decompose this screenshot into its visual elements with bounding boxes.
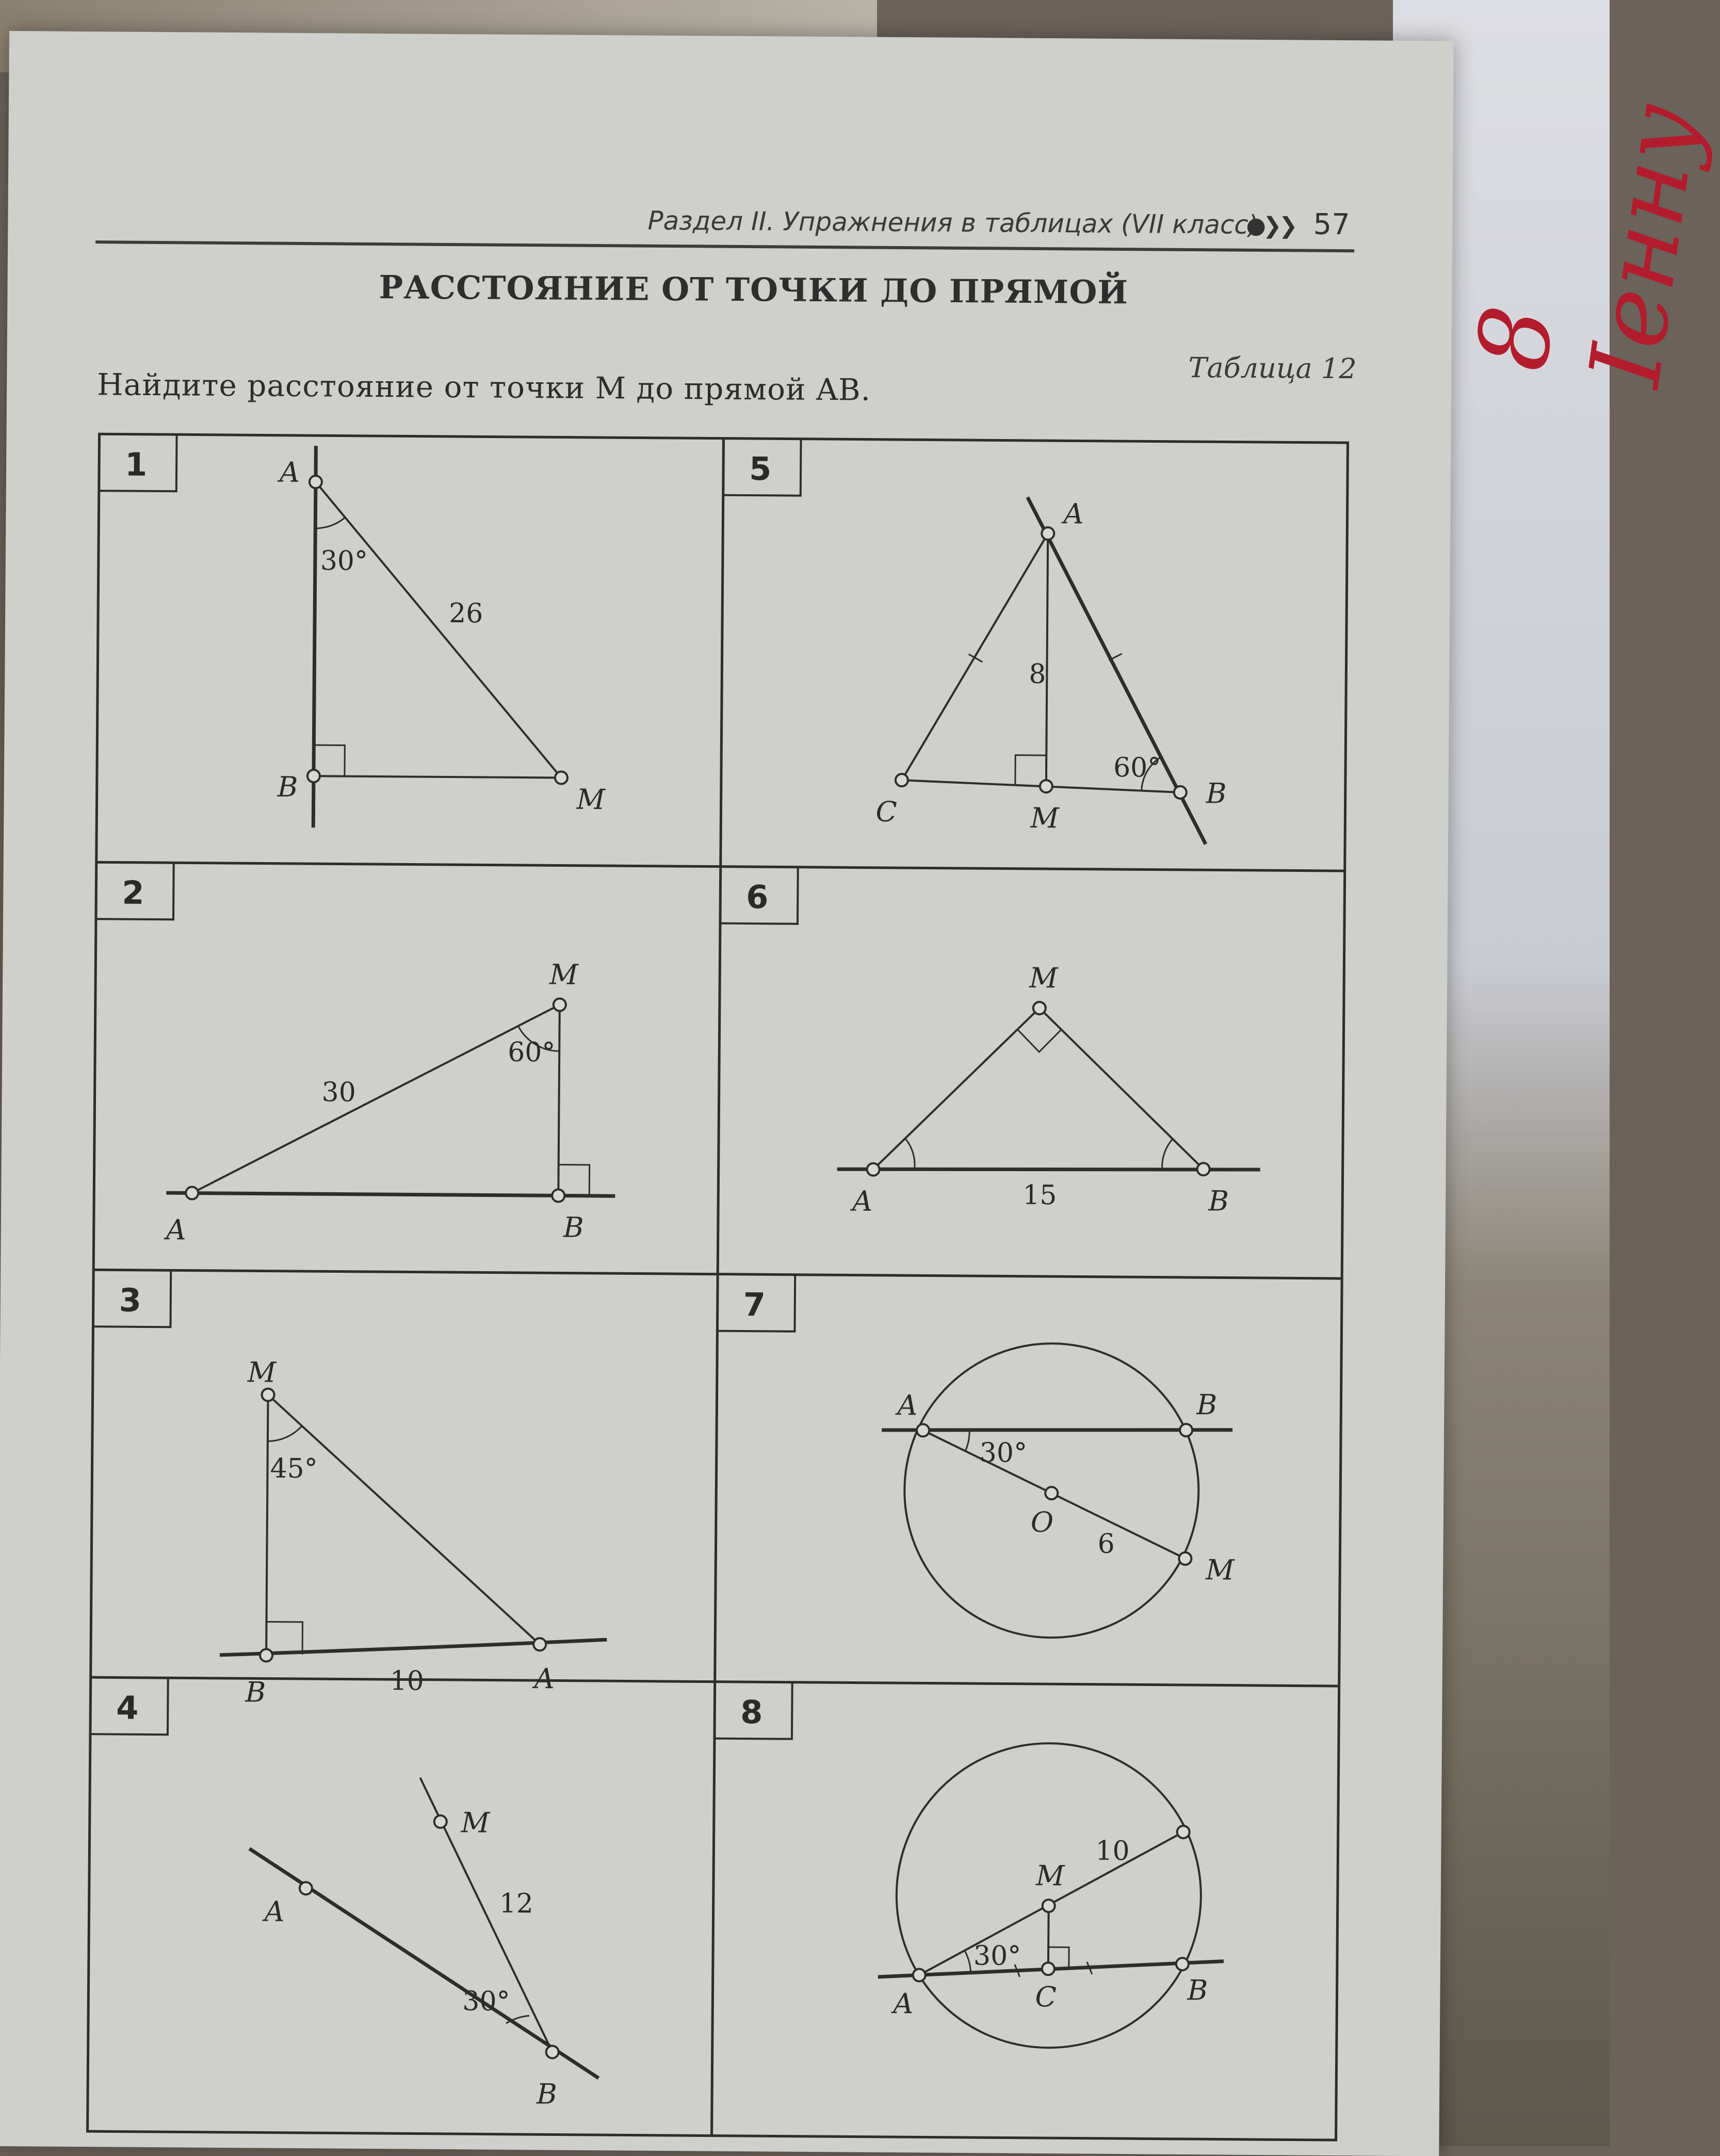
svg-text:M: M <box>461 1806 490 1839</box>
svg-text:A: A <box>893 1987 914 2020</box>
svg-text:O: O <box>1030 1505 1054 1539</box>
cell-number-boxes <box>90 434 801 1739</box>
svg-text:B: B <box>536 2078 558 2111</box>
table-label: Таблица 12 <box>1188 351 1357 385</box>
cell-number-3: 3 <box>119 1281 142 1319</box>
svg-text:M: M <box>247 1356 277 1389</box>
task-instruction: Найдите расстояние от точки M до прямой AB. <box>96 367 871 408</box>
svg-text:B: B <box>1208 1185 1229 1218</box>
svg-text:26: 26 <box>448 597 483 629</box>
figure-2 <box>164 955 617 1249</box>
svg-text:C: C <box>1035 1980 1057 2014</box>
svg-text:M: M <box>1029 961 1058 995</box>
svg-text:60°: 60° <box>507 1036 556 1068</box>
figure-5 <box>875 496 1228 845</box>
svg-text:30°: 30° <box>320 545 368 577</box>
svg-text:12: 12 <box>499 1888 534 1920</box>
svg-text:A: A <box>897 1389 918 1422</box>
svg-text:B: B <box>1206 777 1227 810</box>
svg-text:60°: 60° <box>1113 752 1161 784</box>
svg-text:M: M <box>1035 1859 1065 1892</box>
svg-text:A: A <box>1063 497 1084 530</box>
svg-text:6: 6 <box>1097 1528 1115 1560</box>
cell-number-1: 1 <box>124 445 148 483</box>
cell-number-6: 6 <box>746 878 769 916</box>
svg-text:30°: 30° <box>973 1940 1021 1972</box>
svg-text:30°: 30° <box>462 1986 510 2017</box>
svg-text:15: 15 <box>1023 1179 1057 1211</box>
svg-text:M: M <box>549 958 578 991</box>
svg-text:A: A <box>534 1662 555 1695</box>
svg-text:30°: 30° <box>979 1437 1028 1469</box>
svg-text:M: M <box>1030 801 1059 835</box>
svg-text:B: B <box>563 1211 584 1244</box>
svg-text:A: A <box>279 456 300 489</box>
cell-number-4: 4 <box>116 1689 139 1727</box>
svg-text:A: A <box>166 1213 187 1246</box>
figure-8 <box>878 1742 1225 2049</box>
svg-text:8: 8 <box>1029 658 1046 690</box>
exercise-grid <box>0 31 1454 2156</box>
figure-3 <box>219 1356 609 1711</box>
cell-number-8: 8 <box>740 1693 763 1731</box>
svg-text:M: M <box>576 783 606 816</box>
svg-text:A: A <box>852 1185 873 1218</box>
svg-text:B: B <box>1196 1388 1218 1421</box>
running-head-ornament-icon: ●❯❯ <box>1246 212 1295 239</box>
figure-4 <box>248 1776 601 2111</box>
figure-7 <box>880 1342 1237 1639</box>
svg-text:A: A <box>264 1895 285 1928</box>
page-number: 57 <box>1313 207 1350 242</box>
handwritten-note: 8 Іенну <box>1455 97 1720 393</box>
cell-number-5: 5 <box>749 450 772 488</box>
cell-number-7: 7 <box>743 1285 766 1324</box>
cell-number-2: 2 <box>122 873 144 912</box>
svg-text:10: 10 <box>390 1665 425 1697</box>
svg-text:M: M <box>1206 1553 1235 1586</box>
running-head: Раздел II. Упражнения в таблицах (VII класс) <box>647 205 1259 240</box>
svg-text:B: B <box>277 770 298 803</box>
svg-text:B: B <box>245 1676 266 1709</box>
svg-text:30: 30 <box>321 1077 356 1108</box>
svg-text:10: 10 <box>1095 1835 1130 1867</box>
svg-text:B: B <box>1187 1974 1208 2007</box>
page-title: РАССТОЯНИЕ ОТ ТОЧКИ ДО ПРЯМОЙ <box>379 268 1129 312</box>
svg-text:C: C <box>875 795 898 829</box>
figure-1 <box>274 446 608 830</box>
textbook-page <box>0 31 1454 2156</box>
svg-text:45°: 45° <box>270 1453 318 1485</box>
figure-6 <box>837 960 1261 1220</box>
